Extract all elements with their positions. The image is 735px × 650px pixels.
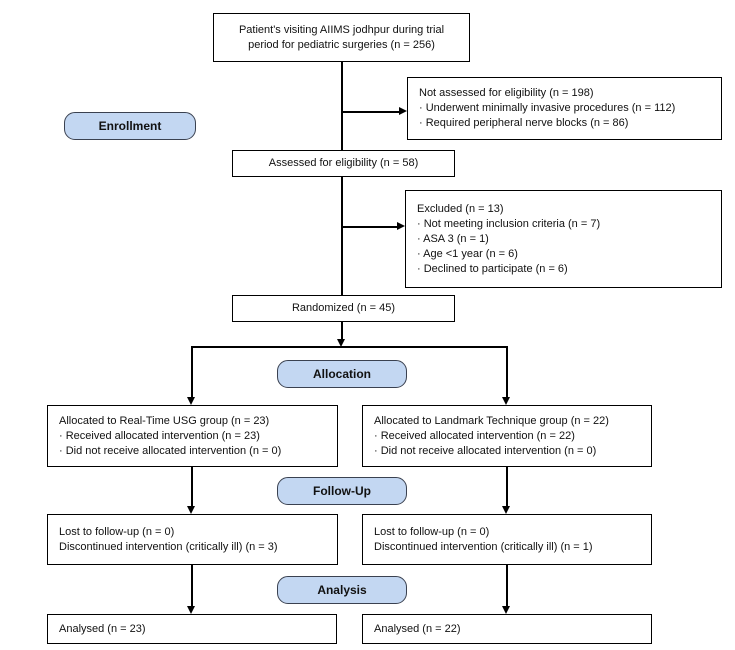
text-line: · Did not receive allocated intervention (n = 0) [374,444,597,457]
arrowhead-alloc-landmark-icon [502,397,510,405]
box-followup-usg [47,514,338,565]
allocation-label: Allocation [312,367,371,381]
text-line: Not assessed for eligibility (n = 198) [419,87,594,99]
arrowhead-alloc-usg-icon [187,397,195,405]
badge-enrollment [64,112,196,140]
enrollment-label: Enrollment [98,119,162,133]
box-not-assessed [407,77,722,140]
connector-split-horizontal [191,346,508,348]
text-line: · Age <1 year (n = 6) [417,247,518,260]
box-excluded [405,190,722,288]
box-followup-landmark [362,514,652,565]
badge-follow-up [277,477,407,505]
text-line: period for pediatric surgeries (n = 256) [248,38,435,51]
text-line: Discontinued intervention (critically ill) (n = 1) [374,540,593,553]
text-line: · Not meeting inclusion criteria (n = 7) [417,217,601,230]
arrowhead-analysed-usg-icon [187,606,195,614]
connector-split-to-alloc-landmark [506,346,508,397]
box-population [213,13,470,62]
text-line: Lost to follow-up (n = 0) [59,525,175,538]
box-randomized [232,295,455,322]
randomized-label: Randomized (n = 45) [291,302,396,314]
connector-randomized-to-split [341,322,343,340]
text-line: Discontinued intervention (critically ill) (n = 3) [59,540,278,553]
box-allocated-landmark [362,405,652,467]
arrowhead-analysed-landmark-icon [502,606,510,614]
arrowhead-not-assessed-icon [399,107,407,115]
text-line: Lost to follow-up (n = 0) [374,525,490,538]
analysed-landmark-label: Analysed (n = 22) [374,622,461,635]
connector-branch-not-assessed [342,111,400,113]
connector-alloc-to-followup-usg [191,467,193,507]
text-line: Excluded (n = 13) [417,202,504,215]
text-line: · Did not receive allocated intervention (n = 0) [59,444,282,457]
connector-population-to-assessed [341,62,343,150]
follow-up-label: Follow-Up [313,484,371,498]
connector-branch-excluded [342,226,398,228]
text-line: · Declined to participate (n = 6) [417,262,568,275]
text-line: · Required peripheral nerve blocks (n = 86) [419,117,629,129]
connector-assessed-to-randomized [341,177,343,295]
text-line: · Underwent minimally invasive procedures (n = 112) [419,102,676,114]
box-analysed-landmark [362,614,652,644]
text-line: Allocated to Landmark Technique group (n = 22) [374,414,609,427]
text-line: · ASA 3 (n = 1) [417,232,489,245]
connector-alloc-to-followup-landmark [506,467,508,507]
text-line: · Received allocated intervention (n = 22) [374,429,575,442]
connector-followup-to-analysed-landmark [506,565,508,607]
analysed-usg-label: Analysed (n = 23) [59,622,146,635]
text-line: · Received allocated intervention (n = 23) [59,429,260,442]
analysis-label: Analysis [317,583,367,597]
connector-split-to-alloc-usg [191,346,193,397]
arrowhead-followup-usg-icon [187,506,195,514]
arrowhead-excluded-icon [397,222,405,230]
box-assessed [232,150,455,177]
badge-analysis [277,576,407,604]
box-analysed-usg [47,614,337,644]
arrowhead-followup-landmark-icon [502,506,510,514]
badge-allocation [277,360,407,388]
connector-followup-to-analysed-usg [191,565,193,607]
text-line: Allocated to Real-Time USG group (n = 23) [59,414,270,427]
assessed-label: Assessed for eligibility (n = 58) [268,157,419,169]
text-line: Patient's visiting AIIMS jodhpur during trial [238,23,445,36]
box-allocated-usg [47,405,338,467]
